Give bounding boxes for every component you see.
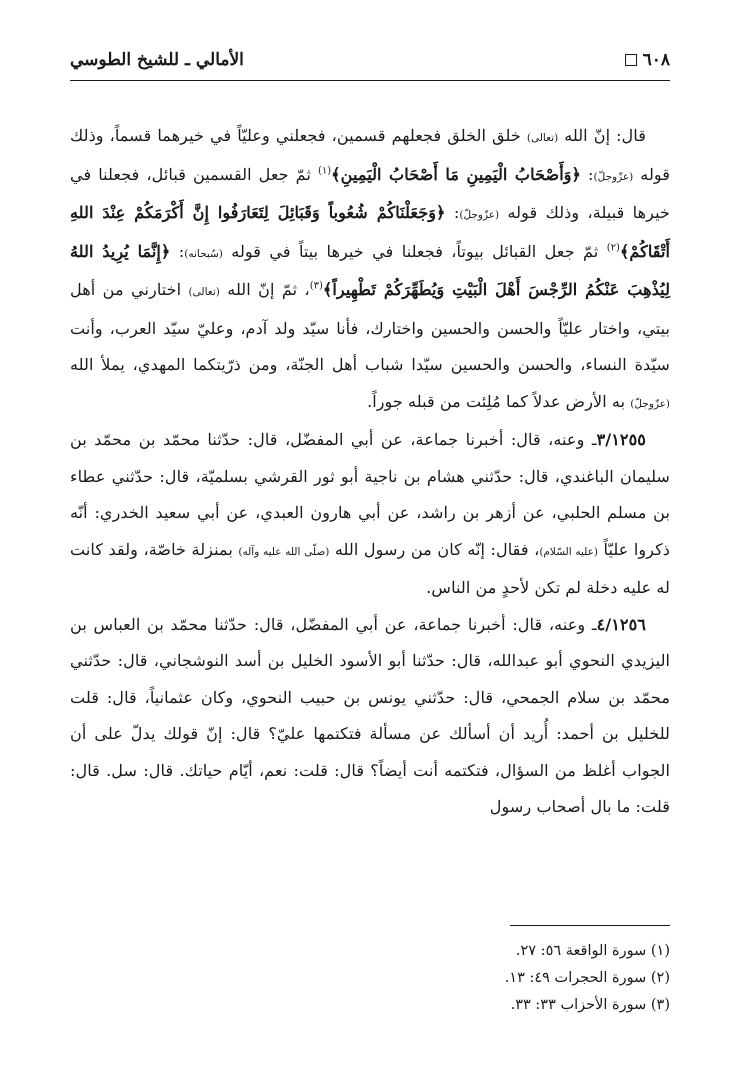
entry-number: ٣/١٢٥٥ bbox=[596, 430, 646, 449]
quran-verse: ﴿وَأَصْحَابُ الْيَمِينِ مَا أَصْحَابُ الْيَمِينِ﴾ bbox=[331, 164, 582, 184]
running-header bbox=[70, 46, 670, 74]
paragraph-continuation: قال: إنّ الله (تعالى) خلق الخلق فجعلهم قسمين، فجعلني وعليّاً في خيرهما قسماً، وذلك قوله (عزّوجلّ): ﴿وَأَصْحَابُ الْيَمِينِ مَا أَصْحَابُ الْيَمِينِ﴾$^{(١)}$ ثمّ جعل القسمين قبائل، فجعلنا في خيرها قبيلة، وذلك قوله (عزّوجلّ): ﴿وَجَعَلْنَاكُمْ شُعُوباً وَقَبَائِلَ لِتَعَارَفُوا إِنَّ أَكْرَمَكُمْ عِنْدَ اللهِ أَتْقَاكُمْ﴾$^{(٢)}$ ثمّ جعل القبائل بيوتاً، فجعلنا في خيرها بيتاً في قوله (سُبحانه): ﴿إِنَّمَا يُرِيدُ اللهُ لِيُذْهِبَ عَنْكُمُ الرِّجْسَ أَهْلَ الْبَيْتِ وَيُطَهِّرَكُمْ تَطْهِيراً﴾$^{(٣)}$، ثمّ إنّ الله (تعالى) اختارني من أهل بيتي، واختار عليّاً والحسن والحسين واختارك، فأنا سيّد ولد آدم، وعليّ سيّد العرب، وأنت سيّدة النساء، والحسن والحسين سيّدا شباب أهل الجنّة، ومن ذرّيتكما المهدي، يملأ الله (عزّوجلّ) به الأرض عدلاً كما مُلِئت من قبله جوراً. bbox=[70, 126, 671, 411]
footnotes bbox=[70, 938, 670, 1019]
footnote-1: (١) سورة الواقعة ٥٦: ٢٧. bbox=[515, 943, 670, 959]
quran-verse: ﴿إِنَّمَا يُرِيدُ اللهُ لِيُذْهِبَ عَنْكُمُ الرِّجْسَ أَهْلَ الْبَيْتِ وَيُطَهِّرَكُمْ تَطْهِيراً﴾ bbox=[70, 241, 671, 299]
page-marker-square-icon bbox=[625, 54, 637, 66]
footnote-rule bbox=[510, 925, 670, 926]
footnote-2: (٢) سورة الحجرات ٤٩: ١٣. bbox=[504, 970, 670, 986]
page-number-text: ٦٠٨ bbox=[642, 50, 670, 70]
footnote-ref: (٣) bbox=[309, 280, 323, 292]
footnote-ref: (٢) bbox=[606, 242, 620, 254]
entry-number: ٤/١٢٥٦ bbox=[596, 614, 646, 634]
hadith-entry-1256: ٤/١٢٥٦ـ وعنه، قال: أخبرنا جماعة، عن أبي المفضّل، قال: حدّثنا محمّد بن العباس بن اليزيدي النحوي أبو عبدالله، قال: حدّثنا أبو الأسود الخليل بن أسد النوشجاني، قال: حدّثني محمّد بن سلام الجمحي، قال: حدّثني يونس بن حبيب النحوي، وكان عثمانياً، قال: قلت للخليل بن أحمد: أُريد أن أسألك عن مسألة فتكتمها عليّ؟ قال: إنّ قولك يدلّ على أن الجواب أغلظ من السؤال، فتكتمه أنت أيضاً؟ قال: قلت: نعم، أيّام حياتك. قال: سل. قال: قلت: ما بال أصحاب رسول bbox=[70, 614, 670, 816]
page-number bbox=[625, 50, 670, 70]
main-text bbox=[70, 118, 670, 826]
footnote-3: (٣) سورة الأحزاب ٣٣: ٣٣. bbox=[510, 997, 670, 1013]
quran-verse: ﴿وَجَعَلْنَاكُمْ شُعُوباً وَقَبَائِلَ لِتَعَارَفُوا إِنَّ أَكْرَمَكُمْ عِنْدَ اللهِ أَتْقَاكُمْ﴾ bbox=[70, 203, 670, 261]
header-rule bbox=[70, 80, 670, 81]
book-title: الأمالي ـ للشيخ الطوسي bbox=[70, 50, 244, 70]
footnote-ref: (١) bbox=[317, 165, 332, 177]
hadith-entry-1255: ٣/١٢٥٥ـ وعنه، قال: أخبرنا جماعة، عن أبي المفضّل، قال: حدّثنا محمّد بن محمّد بن سليمان الباغندي، قال: حدّثني هشام بن ناجية أبو ثور القرشي بسلميّة، قال: حدّثني عطاء بن مسلم الحلبي، عن أزهر بن راشد، عن أبي هارون العبدي، عن أبي سعيد الخدري: أنّه ذكروا عليّاً (عليه السّلام)، فقال: إنّه كان من رسول الله (صلّى الله عليه وآله) بمنزلة خاصّة، ولقد كانت له عليه دخلة لم تكن لأحدٍ من الناس. bbox=[70, 430, 671, 597]
